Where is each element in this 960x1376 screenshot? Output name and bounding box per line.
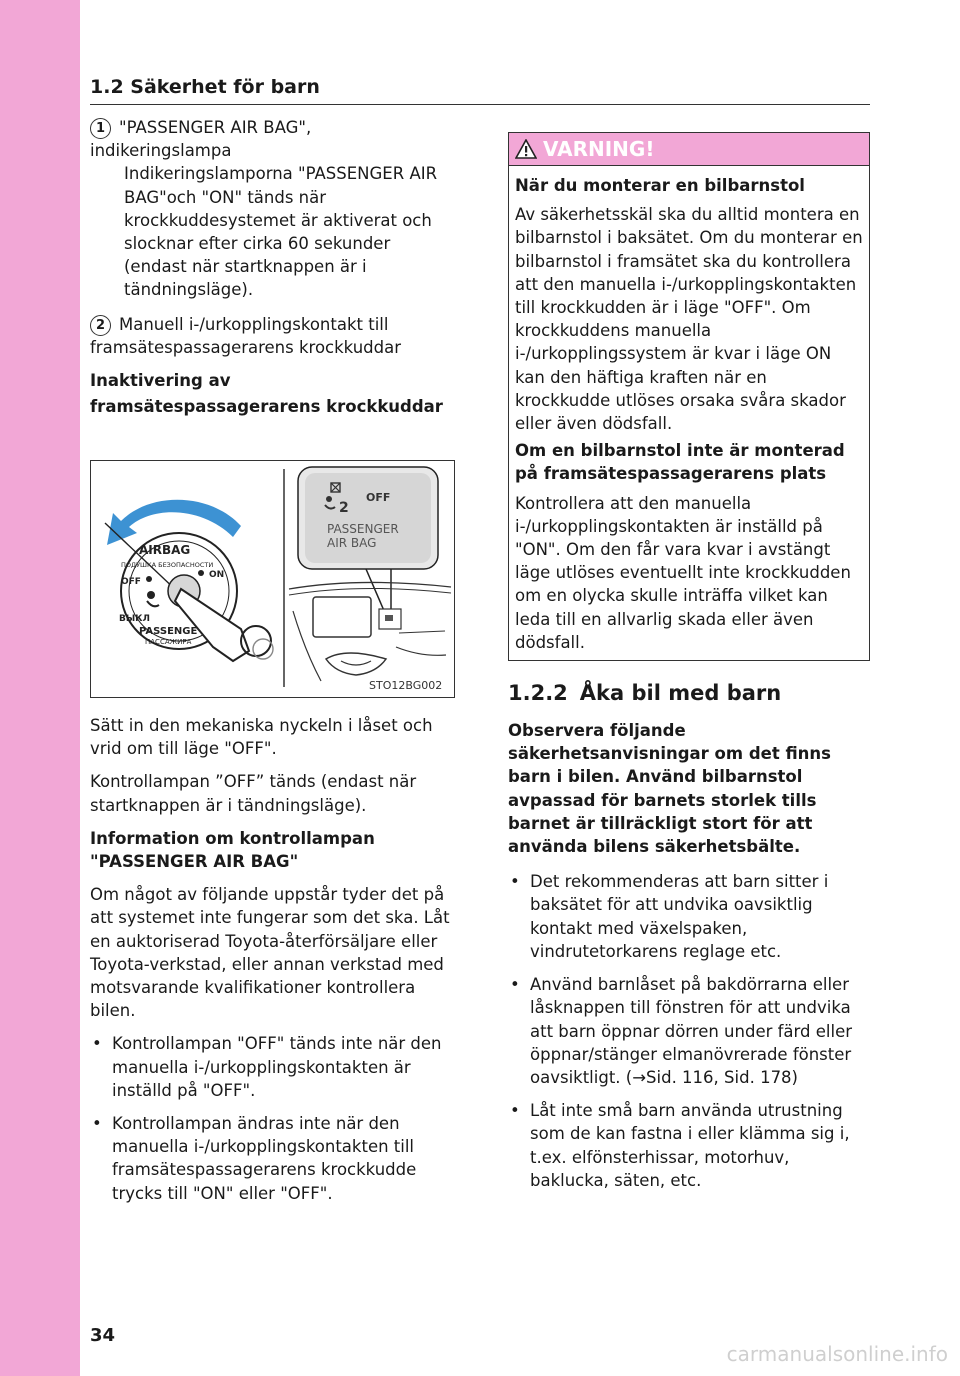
list-item-text: Kontrollampan ändras inte när den manuella i-/urkopplingskontakten till framsätespassagerarens krockkudde trycks till "ON" eller "OFF".: [112, 1114, 417, 1203]
intro-paragraph: Observera följande säkerhetsanvisningar om det finns barn i bilen. Använd bilbarnstol avpassad för barnets storlek tills barnet är tillräckligt stort för att använda bilens säkerhetsbälte.: [508, 721, 831, 857]
page-number: 34: [90, 1325, 116, 1346]
warning-box: [508, 132, 870, 661]
info-heading: Information om kontrollampan "PASSENGER AIR BAG": [90, 828, 375, 872]
item-1-description: Indikeringslamporna "PASSENGER AIR BAG"och "ON" tänds när krockkuddesystemet är aktiverat och slocknar efter cirka 60 sekunder (endast när startknappen är i tändningsläge).: [124, 164, 438, 300]
warning-body: [509, 166, 869, 660]
section-header: [90, 70, 870, 105]
list-item: • Låt inte små barn använda utrustning som de kan fastna i eller klämma sig i, t.ex. elfönsterhissar, motorhuv, baklucka, säten, etc.: [508, 1099, 870, 1192]
number-circle-1: 1: [90, 118, 111, 139]
list-item-text: Använd barnlåset på bakdörrarna eller låsknappen till fönstren för att undvika att barn öppnar dörren under färd eller öppnar/stänger elmanövrerade fönster oavsiktligt. (→Sid. 116, Sid. 178): [530, 975, 853, 1087]
airbag-switch-figure: [90, 460, 455, 698]
indicator-off-text: OFF: [366, 491, 391, 505]
side-color-bar: [0, 0, 80, 1376]
list-item: • Det rekommenderas att barn sitter i baksätet för att undvika oavsiktlig kontakt med växelspaken, vindrutetorkarens reglage etc.: [508, 870, 870, 963]
malfunction-paragraph: Om något av följande uppstår tyder det på att systemet inte fungerar som det ska. Låt en auktoriserad Toyota-återförsäljare eller Toyota-verkstad, eller annan verkstad med motsvarande kvalifikationer kontrollera bilen.: [90, 885, 450, 1021]
number-circle-2: 2: [90, 315, 111, 336]
russian-top-text: ПОДУШКА БЕЗОПАСНОСТИ: [121, 561, 214, 570]
warning-heading-2: Om en bilbarnstol inte är monterad på framsätespassagerarens plats: [515, 441, 845, 484]
warning-label: VARNING!: [543, 137, 655, 161]
on-text: ON: [209, 570, 225, 581]
list-item: • Kontrollampan "OFF" tänds inte när den manuella i-/urkopplingskontakten är inställd på "OFF".: [90, 1032, 455, 1102]
subsection-heading: [508, 681, 870, 705]
item-1: [90, 116, 455, 162]
russian-bottom-text: ПАССАЖИРА: [145, 638, 192, 647]
airbag-text: AIRBAG: [139, 543, 191, 558]
left-column: [90, 116, 455, 1205]
item-1-title: "PASSENGER AIR BAG", indikeringslampa: [90, 118, 312, 161]
subsection-number: 1.2.2: [508, 681, 568, 706]
watermark: carmanualsonline.info: [726, 1342, 948, 1366]
indicator-passenger-text: PASSENGER: [327, 522, 399, 537]
off-text: OFF: [121, 577, 141, 588]
list-item-text: Kontrollampan "OFF" tänds inte när den manuella i-/urkopplingskontakten är inställd på "OFF".: [112, 1034, 442, 1100]
warning-text-1: Av säkerhetsskäl ska du alltid montera en bilbarnstol i baksätet. Om du monterar en bilbarnstol i framsätet ska du kontrollera att den manuella i-/urkopplingskontakten till krockkudden är i läge "OFF". Om krockkuddens manuella i-/urkopplingssystem är kvar i läge ON kan den häftiga kraften när en krockkudde utlöses orsaka svåra skador eller även dödsfall.: [515, 205, 863, 434]
warning-header: [509, 133, 869, 166]
instruction-lamp-off: Kontrollampan ”OFF” tänds (endast när startknappen är i tändningsläge).: [90, 772, 417, 815]
indicator-airbag-text: AIR BAG: [327, 536, 377, 551]
list-item: • Använd barnlåset på bakdörrarna eller låsknappen till fönstren för att undvika att barn öppnar dörren under färd eller öppnar/stänger elmanövrerade fönster oavsiktligt. (→Sid. 116, Sid. 178): [508, 973, 870, 1089]
instruction-turn-key: Sätt in den mekaniska nyckeln i låset och vrid om till läge "OFF".: [90, 716, 433, 759]
warning-heading-1: När du monterar en bilbarnstol: [515, 176, 805, 195]
list-item: • Kontrollampan ändras inte när den manuella i-/urkopplingskontakten till framsätespassagerarens krockkudde trycks till "ON" eller "OFF".: [90, 1112, 455, 1205]
figure-code: STO12BG002: [369, 679, 443, 693]
deactivation-heading: Inaktivering av framsätespassagerarens krockkuddar: [90, 371, 443, 417]
airbag-switch-illustration: [91, 461, 454, 697]
warning-triangle-icon: [515, 139, 537, 159]
item-2: [90, 313, 455, 359]
list-item-text: Låt inte små barn använda utrustning som de kan fastna i eller klämma sig i, t.ex. elfönsterhissar, motorhuv, baklucka, säten, etc.: [530, 1101, 850, 1190]
vykl-text: ВЫКЛ: [119, 614, 151, 625]
warning-text-2: Kontrollera att den manuella i-/urkopplingskontakten är inställd på "ON". Om den får vara kvar i avstängt läge utlöses eventuellt inte krockkudden om en olycka skulle inträffa vilket kan leda till en allvarlig skada eller även dödsfall.: [515, 493, 851, 652]
subsection-title: Åka bil med barn: [579, 681, 782, 706]
right-column: [508, 132, 870, 1192]
list-item-text: Det rekommenderas att barn sitter i baksätet för att undvika oavsiktlig kontakt med växelspaken, vindrutetorkarens reglage etc.: [530, 872, 829, 961]
indicator-two: 2: [339, 500, 349, 517]
section-title: 1.2 Säkerhet för barn: [90, 76, 320, 98]
passenger-text: PASSENGE: [139, 626, 198, 638]
item-2-title: Manuell i-/urkopplingskontakt till framsätespassagerarens krockkuddar: [90, 314, 402, 357]
